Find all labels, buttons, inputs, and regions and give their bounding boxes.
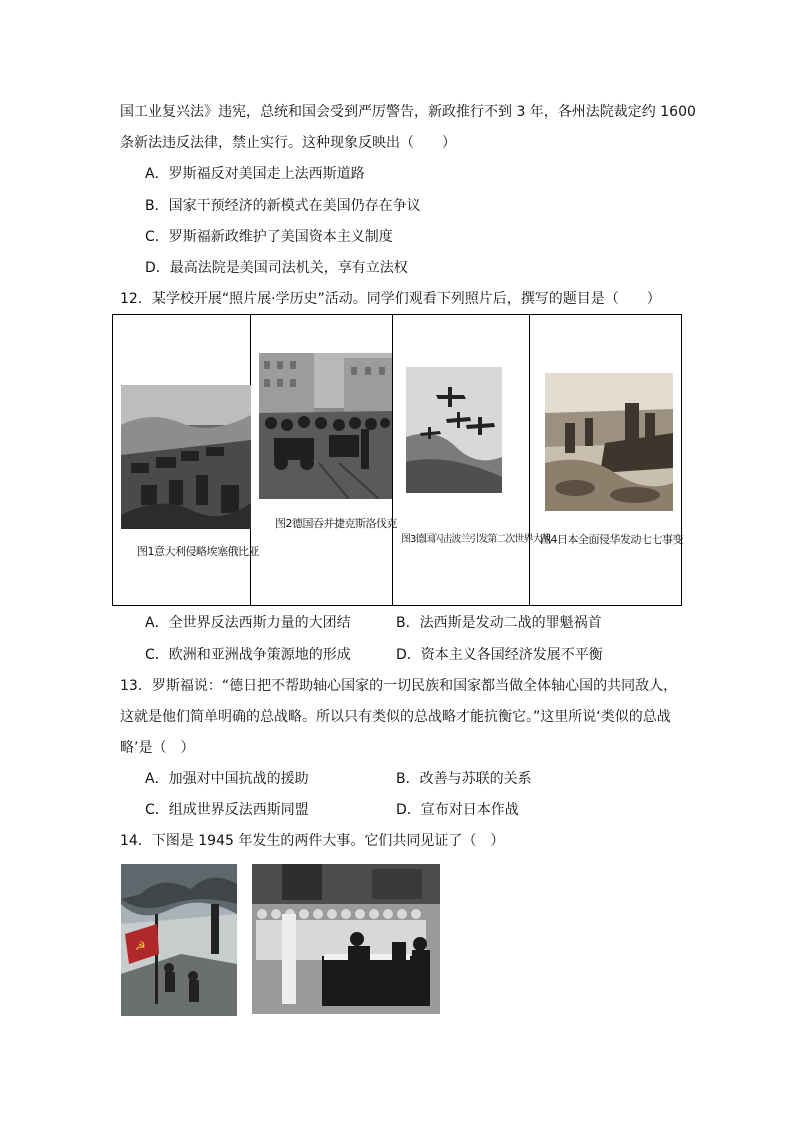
photo-caption-4: 图4日本全面侵华发动七七事变 (540, 533, 683, 546)
photo-reichstag-flag (121, 864, 237, 1016)
q11-stem-line1: 国工业复兴法》违宪，总统和国会受到严厉警告，新政推行不到 3 年，各州法院裁定约 1600 (120, 104, 696, 120)
photo-japan-surrender (252, 864, 440, 1014)
photo-caption-2: 图2德国吞并捷克斯洛伐克 (275, 517, 397, 530)
q13-option-a: A．加强对中国抗战的援助 (145, 771, 309, 787)
photo-cell-1 (113, 315, 259, 605)
q11-option-c: C．罗斯福新政维护了美国资本主义制度 (145, 229, 393, 245)
q13-stem-line3: 略’是（ ） (120, 740, 195, 756)
q13-option-c: C．组成世界反法西斯同盟 (145, 802, 309, 818)
q12-option-b: B．法西斯是发动二战的罪魁祸首 (396, 615, 602, 631)
photo-cell-4 (530, 315, 681, 605)
q11-option-b: B．国家干预经济的新模式在美国仍存在争议 (145, 198, 421, 214)
photo-caption-1: 图1意大利侵略埃塞俄比亚 (137, 545, 259, 558)
q11-option-d: D．最高法院是美国司法机关，享有立法权 (145, 260, 408, 276)
photo-cell-2 (251, 315, 397, 605)
q12-photo-table (112, 314, 682, 606)
q11-stem-line2: 条新法违反法律，禁止实行。这种现象反映出（ ） (120, 135, 456, 151)
q12-option-d: D．资本主义各国经济发展不平衡 (396, 647, 603, 663)
photo-italy-ethiopia (121, 385, 251, 529)
photo-germany-czech (259, 353, 392, 499)
photo-japan-july7 (545, 373, 673, 511)
svg-text:☭: ☭ (135, 939, 146, 953)
q12-option-a: A．全世界反法西斯力量的大团结 (145, 615, 351, 631)
photo-germany-poland (406, 367, 502, 493)
q14-stem: 14．下图是 1945 年发生的两件大事。它们共同见证了（ ） (120, 833, 505, 849)
q13-stem-line2: 这就是他们简单明确的总战略。所以只有类似的总战略才能抗衡它。”这里所说‘类似的总战 (120, 709, 671, 725)
q11-option-a: A．罗斯福反对美国走上法西斯道路 (145, 166, 365, 182)
q13-option-b: B．改善与苏联的关系 (396, 771, 532, 787)
q12-stem: 12．某学校开展“照片展·学历史”活动。同学们观看下列照片后，撰写的题目是（ ） (120, 291, 661, 307)
photo-cell-3 (393, 315, 551, 605)
q12-option-c: C．欧洲和亚洲战争策源地的形成 (145, 647, 351, 663)
q13-stem-line1: 13．罗斯福说：“德日把不帮助轴心国家的一切民族和国家都当做全体轴心国的共同敌人， (120, 678, 678, 694)
q13-option-d: D．宣布对日本作战 (396, 802, 519, 818)
photo-caption-3: 图3德国闪击波兰引发第二次世界大战 (401, 534, 551, 545)
